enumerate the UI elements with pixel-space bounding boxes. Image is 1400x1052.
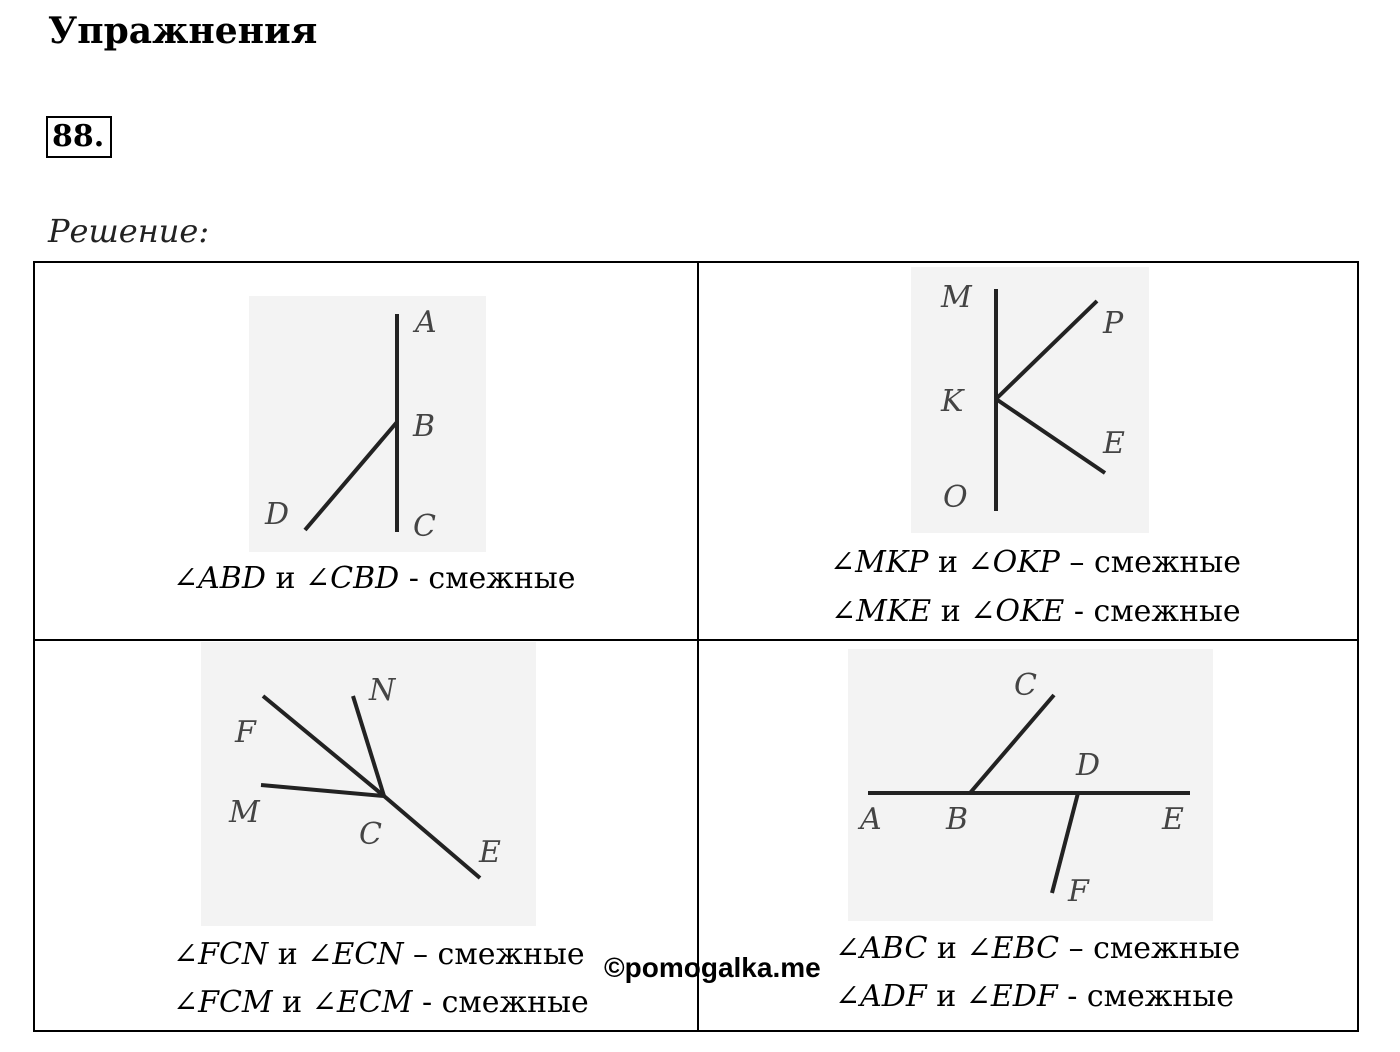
caption-cell-2-line-1 (830, 545, 1241, 580)
caption-tail: - смежные (1057, 979, 1234, 1014)
point-label-c: C (1014, 668, 1037, 703)
conjunction: и (272, 985, 312, 1020)
caption-tail: - смежные (1064, 594, 1241, 629)
figure-1-svg (249, 296, 486, 552)
point-label-c: C (359, 817, 382, 852)
point-label-f: F (235, 715, 256, 750)
caption-cell-2-line-2 (831, 594, 1241, 629)
angle-name: ∠MKP (830, 545, 929, 580)
figure-2-svg (911, 267, 1149, 533)
ray-ke (996, 399, 1105, 473)
point-label-m: M (941, 280, 972, 315)
caption-cell-4-line-2 (835, 979, 1234, 1014)
caption-cell-1-line-1 (173, 561, 576, 596)
angle-name: ∠FCN (173, 937, 269, 972)
point-label-b: B (946, 802, 969, 837)
ray-bc (970, 695, 1054, 793)
angle-name: ∠CBD (304, 561, 400, 596)
point-label-p: P (1103, 306, 1124, 341)
point-label-o: O (943, 480, 968, 515)
caption-tail: - смежные (399, 561, 576, 596)
conjunction: и (926, 979, 966, 1014)
caption-tail: – смежные (403, 937, 585, 972)
angle-name: ∠EBC (966, 931, 1060, 966)
ray-cm (261, 785, 384, 796)
angle-name: ∠FCM (173, 985, 273, 1020)
caption-cell-3-line-2 (173, 985, 589, 1020)
angle-name: ∠MKE (831, 594, 932, 629)
caption-cell-3-line-1 (173, 937, 585, 972)
caption-tail: – смежные (1059, 545, 1242, 580)
point-label-e: E (479, 835, 501, 870)
point-label-a: A (415, 305, 437, 340)
ray-bd (305, 422, 397, 530)
point-label-a: A (860, 802, 882, 837)
angle-name: ∠ADF (835, 979, 927, 1014)
angle-name: ∠ABC (835, 931, 928, 966)
solution-label: Решение: (48, 212, 210, 250)
point-label-d: D (1076, 748, 1101, 783)
point-label-n: N (369, 673, 396, 708)
point-label-e: E (1162, 802, 1184, 837)
point-label-k: K (941, 384, 964, 419)
ray-cf (263, 696, 384, 796)
ray-kp (996, 301, 1097, 399)
angle-name: ∠OKP (967, 545, 1060, 580)
conjunction: и (928, 545, 968, 580)
section-title: Упражнения (48, 10, 318, 52)
conjunction: и (927, 931, 967, 966)
caption-tail: – смежные (1059, 931, 1241, 966)
caption-cell-4-line-1 (835, 931, 1240, 966)
exercise-number: 88. (46, 116, 112, 158)
figure-mkp-okp (911, 267, 1149, 533)
conjunction: и (931, 594, 971, 629)
angle-name: ∠ECM (311, 985, 413, 1020)
angle-name: ∠ABD (173, 561, 266, 596)
conjunction: и (268, 937, 308, 972)
figure-abc-ebc (848, 649, 1213, 921)
table-divider-horizontal (35, 639, 1357, 641)
figure-3-svg (201, 642, 536, 926)
ray-ce (384, 796, 480, 878)
figure-abd-cbd (249, 296, 486, 552)
solution-table (33, 261, 1359, 1032)
watermark: ©pomogalka.me (604, 952, 821, 983)
table-divider-vertical (697, 263, 699, 1030)
conjunction: и (265, 561, 305, 596)
angle-name: ∠EDF (965, 979, 1058, 1014)
point-label-f: F (1068, 874, 1089, 909)
point-label-c: C (413, 509, 436, 544)
caption-tail: - смежные (412, 985, 589, 1020)
point-label-e: E (1103, 426, 1125, 461)
figure-4-svg (848, 649, 1213, 921)
angle-name: ∠OKE (970, 594, 1065, 629)
point-label-b: B (413, 409, 436, 444)
point-label-d: D (265, 497, 290, 532)
point-label-m: M (229, 795, 260, 830)
angle-name: ∠ECN (307, 937, 404, 972)
figure-fcn-ecn (201, 642, 536, 926)
